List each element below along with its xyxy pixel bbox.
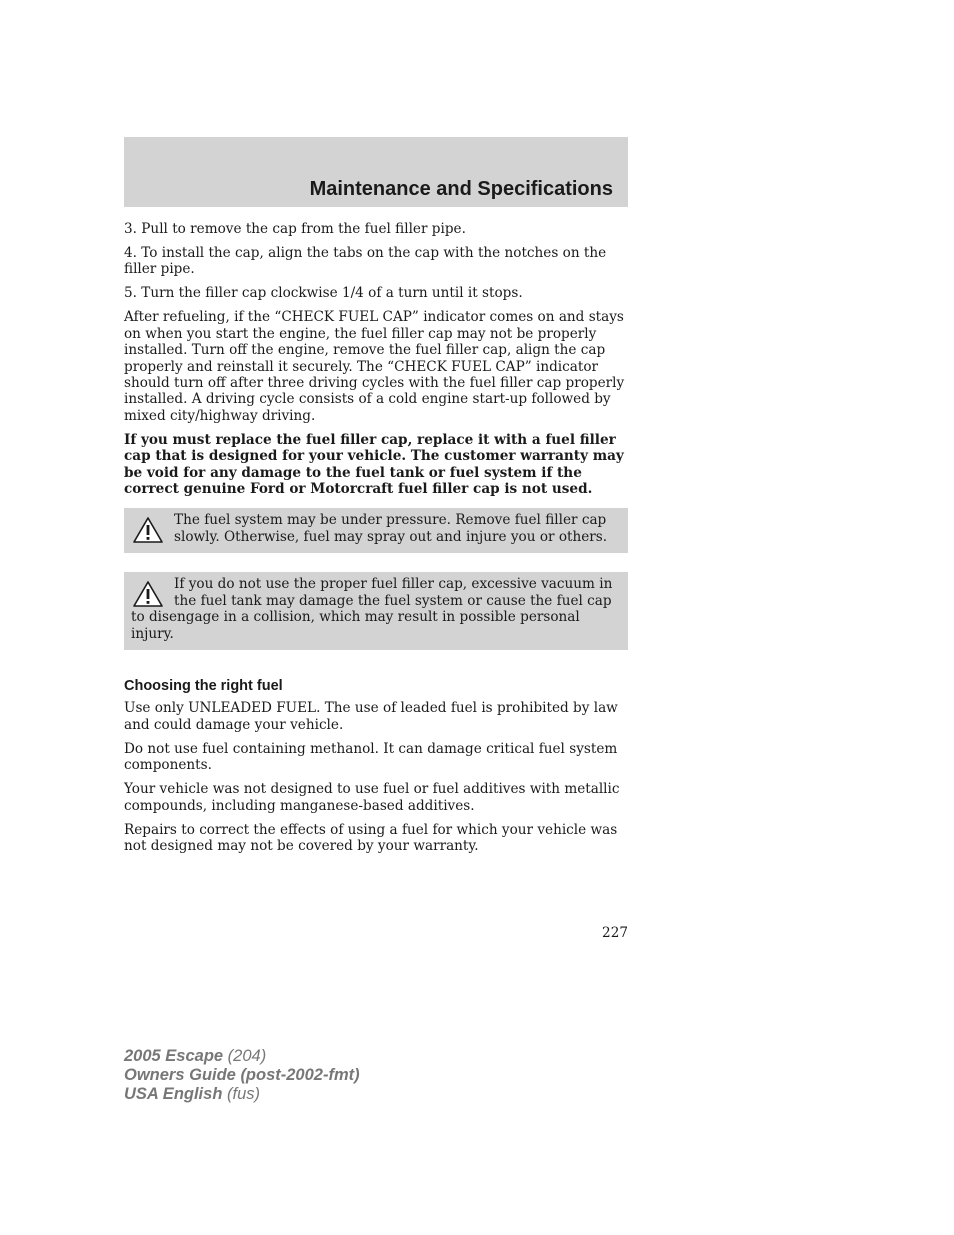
- step-3: 3. Pull to remove the cap from the fuel filler pipe.: [124, 221, 466, 237]
- footer-line-2: Owners Guide (post-2002-fmt): [124, 1066, 360, 1084]
- fuel-paragraph: Your vehicle was not designed to use fuel or fuel additives with metallic compounds, including manganese-based additives.: [124, 781, 620, 814]
- fuel-paragraph: Use only UNLEADED FUEL. The use of leaded fuel is prohibited by law and could damage your vehicle.: [124, 700, 618, 733]
- step-4: 4. To install the cap, align the tabs on the cap with the notches on the filler pipe.: [124, 245, 607, 278]
- step-5: 5. Turn the filler cap clockwise 1/4 of a turn until it stops.: [124, 285, 523, 302]
- page-content: [124, 221, 628, 862]
- footer-line-1: [124, 1047, 360, 1066]
- section-header-bar: [124, 137, 628, 207]
- warning-text: If you do not use the proper fuel filler cap, excessive vacuum in the fuel tank may damage the fuel system or cause the fuel cap to disengage in a collision, which may result in possible personal injury.: [131, 576, 613, 642]
- section-heading: Choosing the right fuel: [124, 677, 283, 694]
- warning-triangle-icon: [132, 516, 164, 544]
- document-footer: [124, 1047, 360, 1104]
- footer-language-code: (fus): [222, 1085, 260, 1103]
- footer-model-code: (204): [223, 1047, 267, 1065]
- fuel-paragraph: Do not use fuel containing methanol. It can damage critical fuel system components.: [124, 740, 618, 774]
- warning-triangle-icon: [132, 580, 164, 608]
- footer-line-3: [124, 1085, 360, 1104]
- warning-box-vacuum: [124, 572, 628, 650]
- fuel-paragraph: Repairs to correct the effects of using a fuel for which your vehicle was not designed may not be covered by your warranty.: [124, 821, 618, 854]
- footer-model: 2005 Escape: [124, 1047, 224, 1065]
- refueling-paragraph: After refueling, if the “CHECK FUEL CAP” indicator comes on and stays on when you start the engine, the fuel filler cap may not be properly installed. Turn off the engine, remove the fuel filler cap, align the cap properly and reinstall it securely. The “CHECK FUEL CAP” indicator should turn off after three driving cycles with the fuel filler cap properly installed. A driving cycle consists of a cold engine start-up followed by mixed city/highway driving.: [124, 309, 625, 424]
- warning-text: The fuel system may be under pressure. Remove fuel filler cap slowly. Otherwise, fuel may spray out and injure you or others.: [174, 512, 608, 545]
- footer-language: USA English: [124, 1085, 223, 1103]
- replacement-cap-notice: If you must replace the fuel filler cap, replace it with a fuel filler cap that is designed for your vehicle. The customer warranty may be void for any damage to the fuel tank or fuel system if the correct genuine Ford or Motorcraft fuel filler cap is not used.: [124, 431, 624, 498]
- warning-box-pressure: [124, 508, 628, 553]
- section-title: Maintenance and Specifications: [309, 178, 613, 200]
- page-number: 227: [602, 925, 628, 941]
